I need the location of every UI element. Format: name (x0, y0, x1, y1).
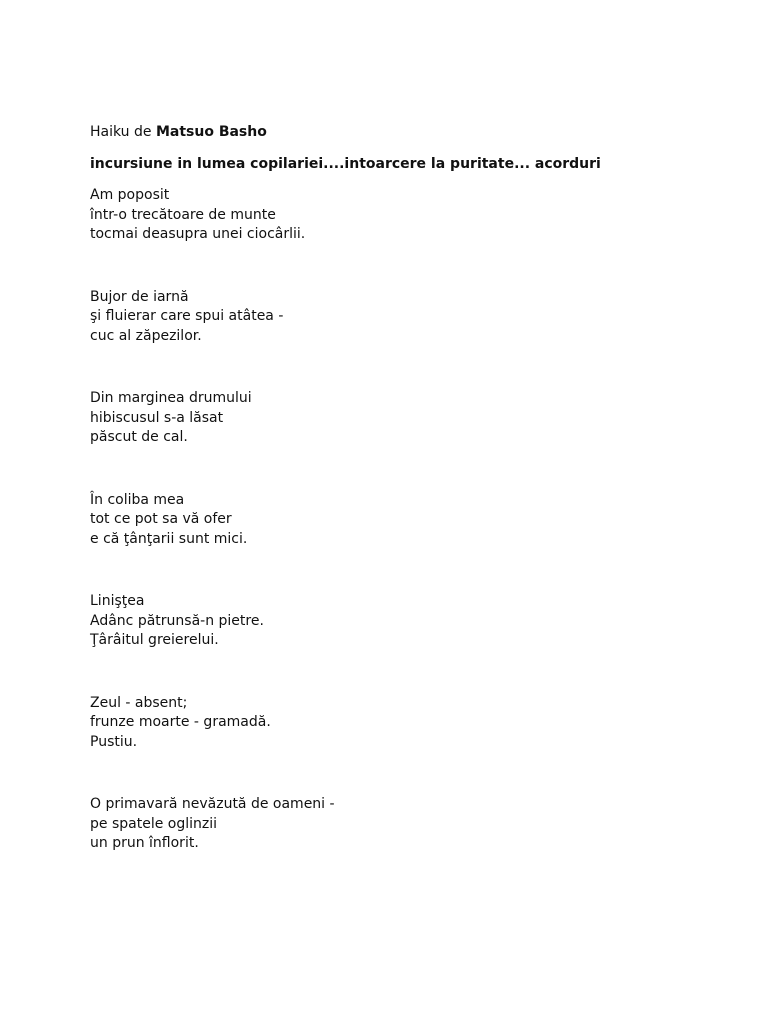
poem-line: păscut de cal. (90, 429, 188, 445)
poem-line: Adânc pătrunsă-n pietre. (90, 612, 264, 629)
poem-6 (90, 694, 730, 753)
poem-line: un prun înflorit. (90, 835, 199, 851)
poem-line: şi fluierar care spui atâtea - (90, 308, 284, 324)
poem-line: Pustiu. (90, 733, 138, 750)
poem-line: tocmai deasupra unei ciocârlii. (90, 226, 306, 242)
title-prefix: Haiku de (90, 124, 156, 140)
poem-line: hibiscusul s-a lăsat (90, 409, 224, 426)
poem-line: pe spatele oglinzii (90, 815, 217, 832)
author-name: Matsuo Basho (155, 124, 267, 140)
poem-line: O primavară nevăzută de oameni - (90, 796, 335, 812)
poem-line: într-o trecătoare de munte (90, 206, 276, 223)
poem-4 (90, 491, 730, 550)
poem-line: Linişţea (90, 593, 145, 609)
poem-line: Ţârâitul greierelui. (90, 632, 219, 648)
document-subtitle: incursiune in lumea copilariei....intoarcere la puritate... acorduri (90, 156, 601, 172)
poem-line: cuc al zăpezilor. (90, 327, 202, 344)
document-page (90, 122, 730, 854)
poem-line: Din marginea drumului (90, 390, 252, 406)
poem-5 (90, 592, 730, 651)
poem-line: e că ţânţarii sunt mici. (90, 530, 248, 547)
poem-line: frunze moarte - gramadă. (90, 714, 271, 730)
poem-3 (90, 389, 730, 448)
poem-line: Bujor de iarnă (90, 288, 189, 305)
poem-line: tot ce pot sa vă ofer (90, 511, 232, 527)
poem-line: În coliba mea (90, 491, 185, 508)
document-title (90, 122, 730, 142)
poem-line: Zeul - absent; (90, 694, 188, 711)
poem-2 (90, 288, 730, 347)
poem-1 (90, 186, 730, 245)
poem-line: Am poposit (90, 187, 170, 203)
poem-7 (90, 795, 730, 854)
